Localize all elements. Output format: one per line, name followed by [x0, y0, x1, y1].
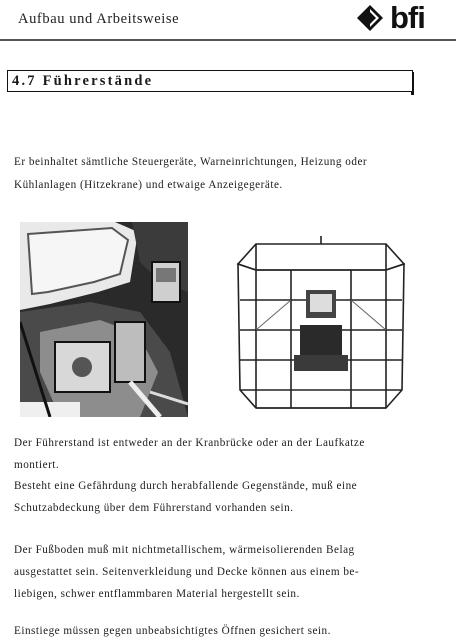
paragraph-line: Schutzabdeckung über dem Führerstand vorhanden sein. — [14, 502, 294, 514]
paragraph-line: Kühlanlagen (Hitzekrane) und etwaige Anzeigegeräte. — [14, 179, 283, 191]
cabin-interior-photo — [20, 222, 188, 417]
section-number: 4.7 — [12, 73, 37, 89]
paragraph-line: Er beinhaltet sämtliche Steuergeräte, Warneinrichtungen, Heizung oder — [14, 156, 368, 168]
section-heading — [12, 73, 153, 90]
paragraph-line: montiert. — [14, 459, 60, 471]
paragraph-line: liebigen, schwer entflammbaren Material hergestellt sein. — [14, 588, 300, 600]
paragraph-line: ausgestattet sein. Seitenverkleidung und Decke können aus einem be- — [14, 566, 360, 578]
header-divider — [0, 39, 456, 41]
section-title: Führerstände — [42, 73, 154, 89]
bfi-logo — [356, 0, 452, 35]
paragraph-line: Besteht eine Gefährdung durch herabfallende Gegenstände, muß eine — [14, 480, 358, 492]
paragraph-line: Einstiege müssen gegen unbeabsichtigtes Öffnen gesichert sein. — [14, 625, 331, 637]
cabin-drawing — [236, 230, 406, 412]
page-header-title: Aufbau und Arbeitsweise — [18, 11, 180, 27]
paragraph-line: Der Führerstand ist entweder an der Kranbrücke oder an der Laufkatze — [14, 437, 365, 449]
logo-wordmark: bfi — [390, 0, 425, 35]
paragraph-line: Der Fußboden muß mit nichtmetallischem, wärmeisolierenden Belag — [14, 544, 355, 556]
diamond-logo-icon — [356, 4, 384, 32]
